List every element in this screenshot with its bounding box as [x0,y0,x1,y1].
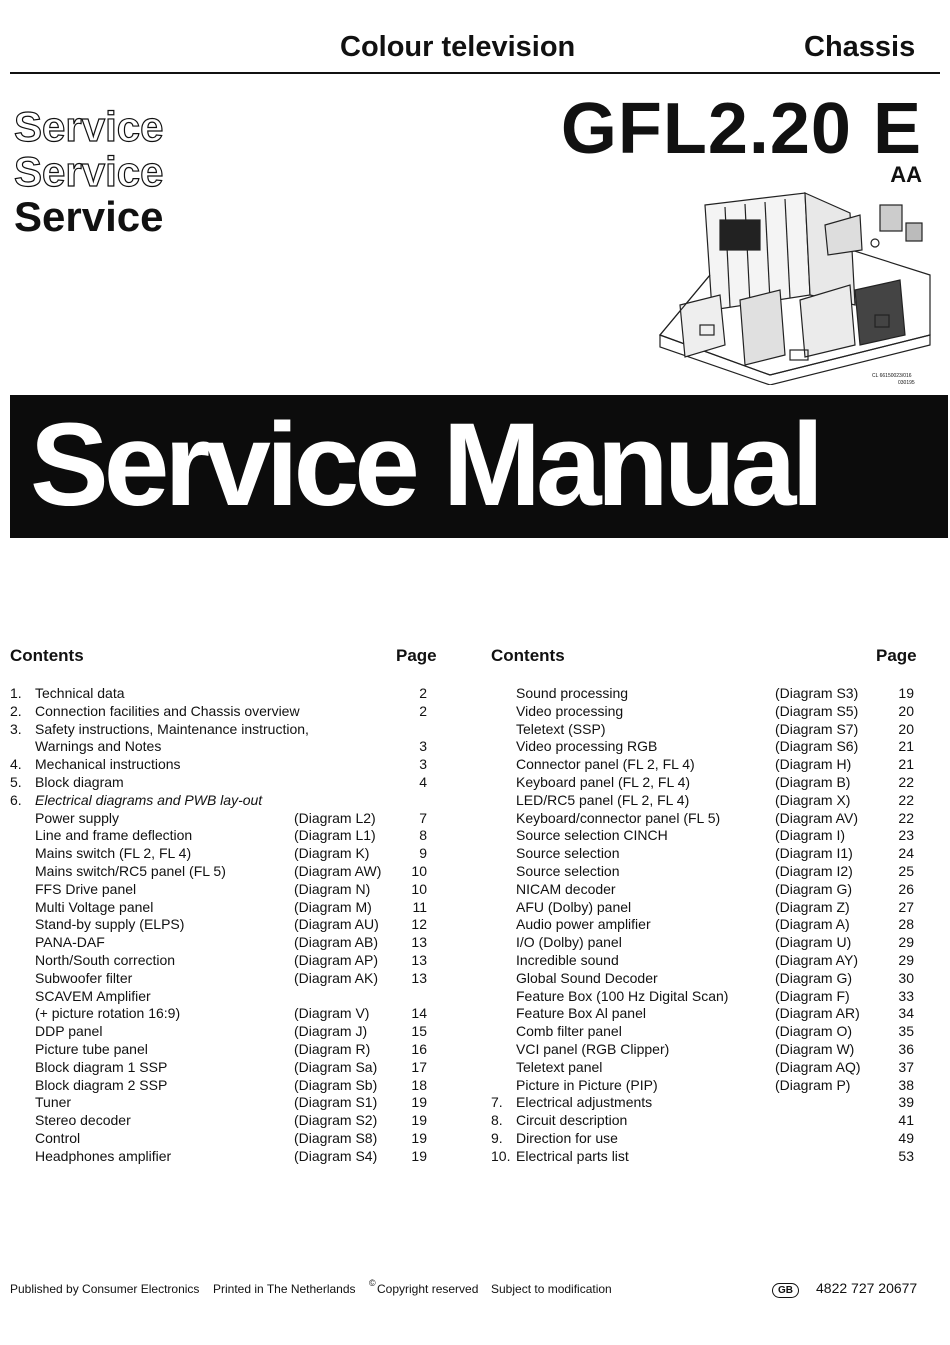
toc-page: 16 [411,1041,427,1057]
footer-subject: Subject to modification [491,1282,612,1296]
toc-page: 13 [411,969,427,986]
toc-label: Technical data [35,685,125,701]
toc-label: Source selection [516,863,620,879]
service-logo-line-1: Service [14,103,164,150]
toc-label: Stand-by supply (ELPS) [35,916,185,933]
toc-label: Keyboard/connector panel (FL 5) [516,809,721,826]
toc-page: 22 [898,774,914,790]
toc-row [10,933,440,951]
toc-row [491,1076,917,1094]
toc-diagram: (Diagram X) [775,791,851,808]
toc-label: VCI panel (RGB Clipper) [516,1041,670,1057]
toc-page: 38 [898,1076,914,1093]
toc-label: Feature Box Al panel [516,1005,646,1022]
service-logo-line-3: Service [14,193,164,240]
toc-row [491,826,917,844]
toc-row [10,791,440,809]
toc-page: 49 [898,1130,914,1146]
model-number: GFL2.20 E [560,89,922,169]
toc-label: (+ picture rotation 16:9) [35,1005,181,1022]
service-logo-line-2: Service [14,148,164,195]
contents-heading-right: Contents [491,646,565,665]
toc-diagram: (Diagram M) [294,898,372,915]
toc-row [10,737,440,755]
toc-page: 20 [898,720,914,737]
toc-label: Electrical parts list [516,1147,629,1164]
toc-diagram: (Diagram AY) [775,952,858,968]
toc-label: Mechanical instructions [35,756,181,773]
toc-page: 14 [411,1005,427,1022]
toc-label: I/O (Dolby) panel [516,934,622,951]
toc-page: 3 [419,738,427,755]
toc-label: North/South correction [35,952,176,968]
toc-number: 3. [10,720,22,737]
toc-diagram: (Diagram AQ) [775,1058,861,1075]
toc-diagram: (Diagram U) [775,934,852,951]
toc-diagram: (Diagram B) [775,774,851,790]
toc-label: Teletext panel [516,1058,603,1075]
toc-row [10,1004,440,1022]
toc-label: Stereo decoder [35,1112,131,1129]
toc-diagram: (Diagram R) [294,1041,371,1057]
toc-label: SCAVEM Amplifier [35,987,151,1004]
toc-diagram: (Diagram H) [775,756,852,773]
toc-page: 19 [411,1112,427,1129]
toc-row [491,898,917,916]
toc-label: Connector panel (FL 2, FL 4) [516,756,695,773]
footer-published: Published by Consumer Electronics [10,1282,200,1296]
toc-diagram: (Diagram S1) [294,1094,378,1111]
toc-row [10,898,440,916]
toc-page: 12 [411,916,427,933]
toc-row [10,1129,440,1147]
toc-row [10,1093,440,1111]
toc-diagram: (Diagram S5) [775,702,859,719]
toc-number: 2. [10,702,22,719]
toc-page: 21 [898,756,914,773]
figure-code: CL 66150023/016 [872,373,912,379]
toc-label: Multi Voltage panel [35,898,154,915]
toc-row [10,1147,440,1165]
toc-label: NICAM decoder [516,880,616,897]
toc-page: 25 [898,863,914,879]
toc-number: 7. [491,1094,503,1111]
toc-page: 7 [419,809,427,826]
toc-page: 30 [898,969,914,986]
toc-row [491,933,917,951]
toc-diagram: (Diagram AV) [775,809,858,826]
toc-label: Mains switch/RC5 panel (FL 5) [35,863,226,879]
toc-number: 5. [10,774,22,790]
toc-row [491,915,917,933]
toc-diagram: (Diagram G) [775,880,853,897]
toc-page: 18 [411,1076,427,1093]
toc-label: Sound processing [516,685,629,701]
toc-diagram: (Diagram N) [294,880,371,897]
footer-copyright: Copyright reserved [377,1282,479,1296]
toc-row [491,737,917,755]
toc-row [491,755,917,773]
toc-diagram: (Diagram O) [775,1023,853,1040]
document-code: 4822 727 20677 [816,1280,918,1296]
toc-label: AFU (Dolby) panel [516,898,632,915]
toc-row [491,1058,917,1076]
toc-diagram: (Diagram S4) [294,1147,378,1164]
toc-number: 10. [491,1147,511,1164]
toc-page: 10 [411,863,427,879]
toc-label: Video processing [516,702,624,719]
toc-label: Source selection CINCH [516,827,668,844]
banner-title: Service Manual [30,399,820,531]
toc-diagram: (Diagram K) [294,845,370,862]
toc-diagram: (Diagram AK) [294,969,379,986]
toc-diagram: (Diagram Z) [775,898,850,915]
toc-number: 1. [10,685,22,701]
toc-diagram: (Diagram S6) [775,738,859,755]
chassis-label: Chassis [804,31,916,63]
toc-diagram: (Diagram W) [775,1041,855,1057]
toc-label: Safety instructions, Maintenance instruction, [35,720,309,737]
toc-row [10,862,440,880]
footer-copyright-symbol: © [369,1278,376,1288]
product-type: Colour television [340,31,576,63]
toc-diagram: (Diagram A) [775,916,850,933]
toc-row [491,1040,917,1058]
toc-row [491,1111,917,1129]
toc-page: 2 [419,685,427,701]
toc-label: Picture in Picture (PIP) [516,1076,658,1093]
toc-number: 4. [10,756,22,773]
toc-label: DDP panel [35,1023,103,1040]
toc-row [10,702,440,720]
toc-page: 19 [411,1094,427,1111]
toc-diagram: (Diagram I) [775,827,846,844]
toc-label: Line and frame deflection [35,827,193,844]
toc-diagram: (Diagram G) [775,969,853,986]
figure-date: 030195 [898,380,915,385]
toc-diagram: (Diagram I1) [775,845,853,862]
toc-row [10,1076,440,1094]
toc-label: PANA-DAF [35,934,105,951]
toc-label: Keyboard panel (FL 2, FL 4) [516,774,691,790]
toc-row [491,809,917,827]
toc-page: 19 [898,685,914,701]
toc-diagram: (Diagram AB) [294,934,379,951]
toc-row [10,755,440,773]
toc-label: Power supply [35,809,120,826]
toc-row [491,1093,917,1111]
contents-heading-left: Contents [10,646,84,665]
toc-row [491,720,917,738]
toc-label: Feature Box (100 Hz Digital Scan) [516,987,729,1004]
toc-number: 8. [491,1112,503,1129]
toc-row [10,969,440,987]
toc-label: Teletext (SSP) [516,720,606,737]
toc-page: 13 [411,952,427,968]
toc-diagram: (Diagram V) [294,1005,370,1022]
toc-page: 26 [898,880,914,897]
toc-row [10,880,440,898]
toc-row [491,1147,917,1165]
toc-row [491,773,917,791]
toc-row [10,773,440,791]
toc-row [491,791,917,809]
toc-row [491,684,917,702]
toc-row [491,862,917,880]
toc-page: 13 [411,934,427,951]
country-code: GB [772,1283,799,1298]
toc-label: Picture tube panel [35,1041,148,1057]
toc-diagram: (Diagram F) [775,987,850,1004]
toc-row [10,844,440,862]
toc-row [10,684,440,702]
toc-row [10,826,440,844]
toc-page: 10 [411,880,427,897]
footer-printed: Printed in The Netherlands [213,1282,356,1296]
toc-page: 21 [898,738,914,755]
toc-row [10,987,440,1005]
toc-row [491,1004,917,1022]
toc-label: Subwoofer filter [35,969,133,986]
toc-label: Direction for use [516,1130,618,1146]
toc-label: LED/RC5 panel (FL 2, FL 4) [516,791,690,808]
toc-page: 19 [411,1147,427,1164]
toc-page: 41 [898,1112,914,1129]
toc-page: 15 [411,1023,427,1040]
toc-number: 9. [491,1130,503,1146]
toc-page: 20 [898,702,914,719]
toc-page: 24 [898,845,914,862]
toc-page: 36 [898,1041,914,1057]
toc-page: 23 [898,827,914,844]
chassis-illustration [650,185,940,385]
toc-row [10,1040,440,1058]
toc-page: 53 [898,1147,914,1164]
toc-row [10,1111,440,1129]
toc-diagram: (Diagram AR) [775,1005,860,1022]
page-heading-right: Page [876,646,917,665]
toc-label: FFS Drive panel [35,880,137,897]
toc-page: 37 [898,1058,914,1075]
toc-row [491,987,917,1005]
toc-label: Block diagram 1 SSP [35,1058,168,1075]
toc-page: 9 [419,845,427,862]
toc-page: 11 [412,898,427,915]
toc-diagram: (Diagram S7) [775,720,859,737]
toc-row [10,1058,440,1076]
toc-diagram: (Diagram I2) [775,863,853,879]
toc-diagram: (Diagram J) [294,1023,368,1040]
toc-label: Control [35,1130,81,1146]
toc-row [491,844,917,862]
toc-row [491,1129,917,1147]
toc-diagram: (Diagram L2) [294,809,376,826]
toc-row [10,915,440,933]
toc-page: 35 [898,1023,914,1040]
toc-row [10,720,440,738]
toc-page: 34 [898,1005,914,1022]
toc-diagram: (Diagram Sa) [294,1058,378,1075]
toc-diagram: (Diagram S3) [775,685,859,701]
header-rule [10,72,940,74]
model-variant: AA [890,162,922,187]
toc-row [491,880,917,898]
toc-page: 4 [419,774,427,790]
toc-page: 27 [898,898,914,915]
toc-diagram: (Diagram L1) [294,827,376,844]
toc-page: 2 [419,702,427,719]
page-heading-left: Page [396,646,437,665]
toc-label: Video processing RGB [516,738,658,755]
title-banner [10,395,948,538]
toc-diagram: (Diagram S8) [294,1130,378,1146]
toc-label: Incredible sound [516,952,619,968]
toc-page: 19 [411,1130,427,1146]
toc-diagram: (Diagram AP) [294,952,379,968]
country-badge [772,1282,799,1298]
toc-label: Audio power amplifier [516,916,651,933]
toc-page: 28 [898,916,914,933]
toc-diagram: (Diagram Sb) [294,1076,378,1093]
toc-row [491,951,917,969]
toc-diagram: (Diagram AU) [294,916,379,933]
toc-label: Global Sound Decoder [516,969,658,986]
toc-row [10,809,440,827]
toc-label: Comb filter panel [516,1023,622,1040]
toc-page: 29 [898,934,914,951]
toc-number: 6. [10,791,22,808]
toc-row [10,1022,440,1040]
toc-row [491,702,917,720]
toc-label: Block diagram [35,774,124,790]
toc-diagram: (Diagram P) [775,1076,851,1093]
toc-page: 3 [419,756,427,773]
toc-label: Warnings and Notes [35,738,162,755]
toc-row [10,951,440,969]
toc-label: Connection facilities and Chassis overview [35,702,300,719]
toc-label: Block diagram 2 SSP [35,1076,168,1093]
toc-row [491,1022,917,1040]
toc-page: 33 [898,987,914,1004]
toc-label: Electrical adjustments [516,1094,653,1111]
toc-page: 8 [419,827,427,844]
toc-label: Tuner [35,1094,72,1111]
toc-page: 17 [411,1058,427,1075]
toc-page: 39 [898,1094,914,1111]
toc-page: 22 [898,809,914,826]
toc-diagram: (Diagram AW) [294,863,382,879]
toc-label: Electrical diagrams and PWB lay-out [35,791,263,808]
toc-label: Mains switch (FL 2, FL 4) [35,845,192,862]
toc-diagram: (Diagram S2) [294,1112,378,1129]
toc-row [491,969,917,987]
toc-label: Headphones amplifier [35,1147,172,1164]
toc-label: Circuit description [516,1112,628,1129]
toc-page: 22 [898,791,914,808]
toc-label: Source selection [516,845,620,862]
toc-page: 29 [898,952,914,968]
